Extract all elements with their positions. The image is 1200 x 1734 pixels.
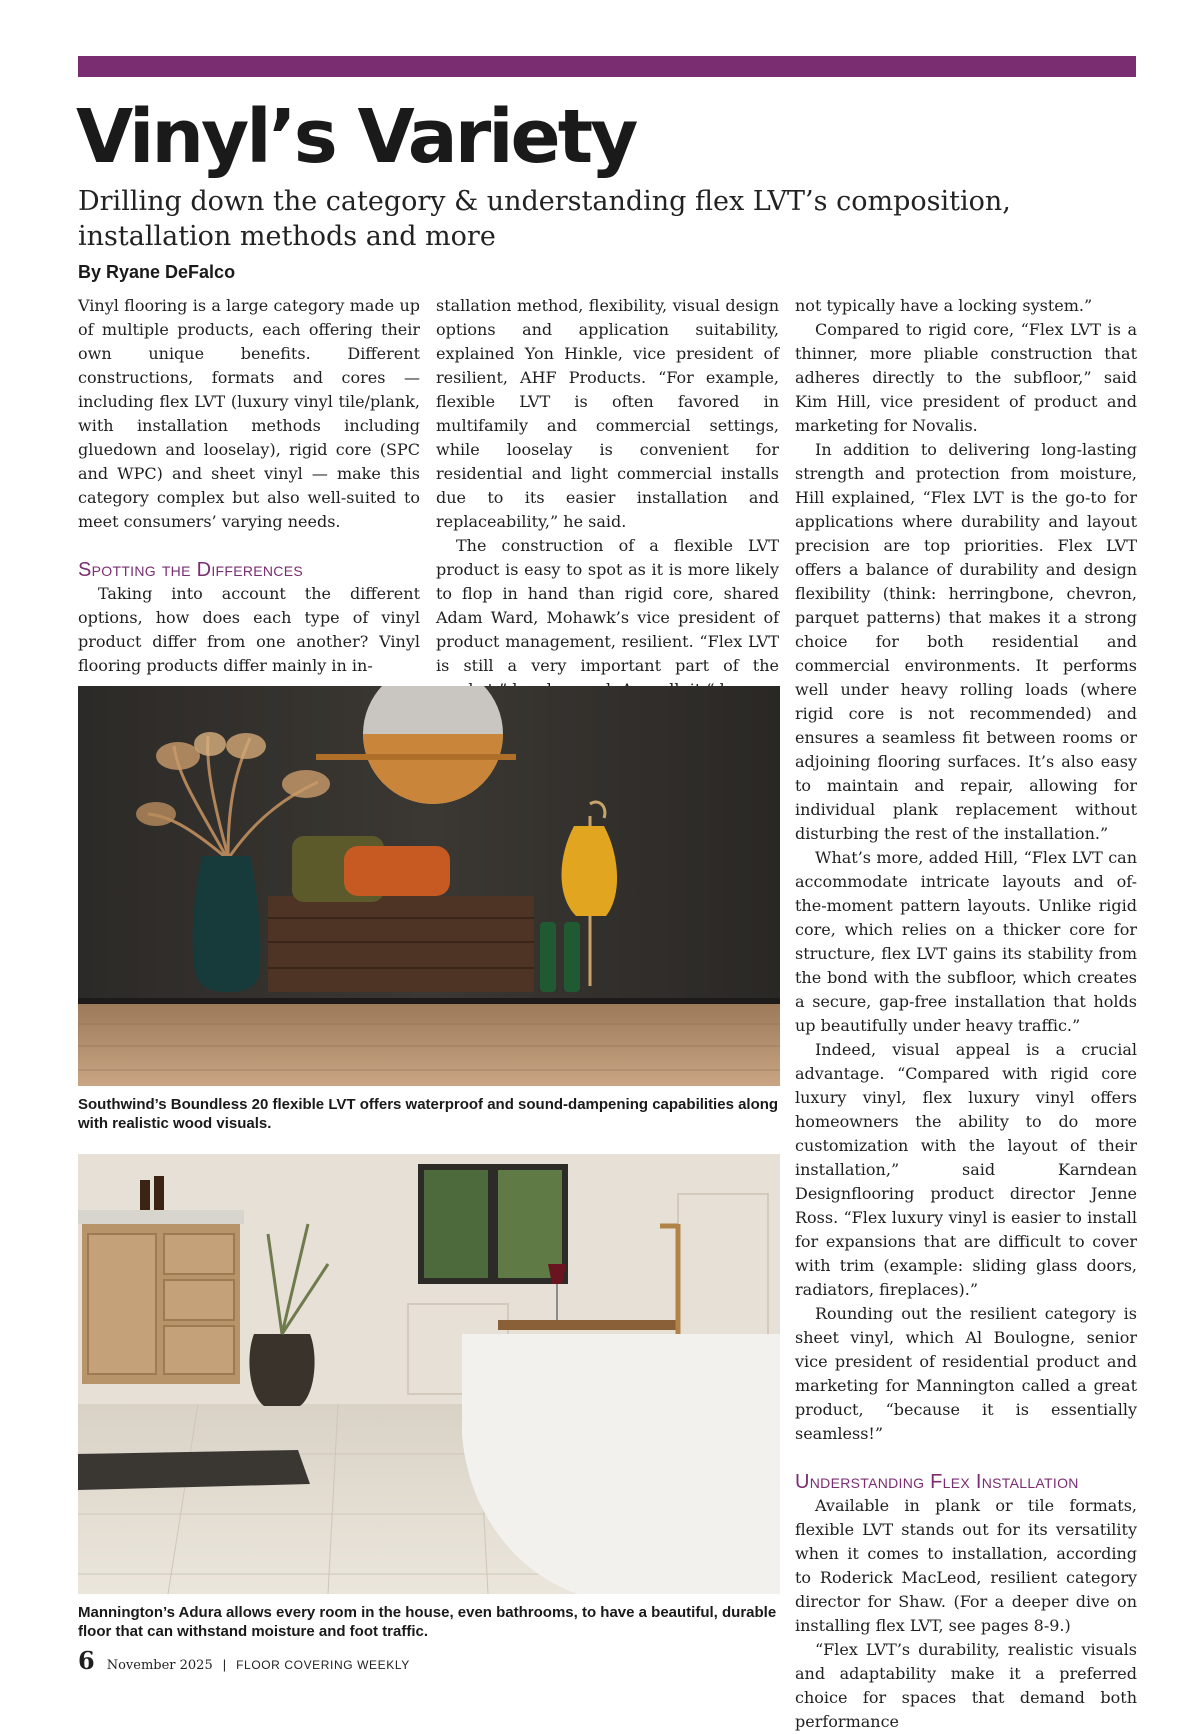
bathroom-illustration [78,1154,780,1594]
publication-name: FLOOR COVERING WEEKLY [236,1658,410,1672]
paragraph: In addition to delivering long-lasting strength and protection from moisture, Hill explained, “Flex LVT is the go-to for applications where durability and layout precision are top priorities. Flex LVT offers a balance of durability and design flexibility (think: herringbone, chevron, parquet patterns) that makes it a strong choice for both residential and commercial environments. It performs well under heavy rolling loads (where rigid core is not recommended) and ensures a seamless fit between rooms or adjoining flooring surfaces. It’s also easy to maintain and repair, allowing for individual plank replacement without disturbing the rest of the installation.” [795,440,1137,843]
photo-caption: Mannington’s Adura allows every room in the house, even bathrooms, to have a beautiful, durable floor that can withstand moisture and foot traffic. [78,1604,777,1640]
article-deck: Drilling down the category & understanding flex LVT’s composition, installation methods and more [78,186,1011,252]
article-headline: Vinyl’s Variety [76,94,636,180]
column-2 [436,294,779,702]
subhead-understanding-flex-installation: Understanding Flex Installation [795,1471,1079,1493]
paragraph: The construction of a flexible LVT product is easy to spot as it is more likely to flop in hand than rigid core, shared Adam Ward, Mohawk’s vice president of product management, resilient. “Flex LVT is still a very important part of the [436,536,779,675]
entryway-illustration [78,686,780,1086]
page-footer [78,1646,410,1675]
paragraph: “Flex LVT’s durability, realistic visuals and adaptability make it a preferred choice for spaces that demand both performance [795,1640,1137,1731]
footer-separator: | [222,1657,227,1672]
paragraph: not typically have a locking system.” [795,296,1093,315]
photo-bathroom [78,1154,780,1594]
column-1 [78,294,420,678]
column-3 [795,294,1137,1734]
paragraph: Available in plank or tile formats, flexible LVT stands out for its versatility when it comes to installation, according to Roderick MacLeod, resilient category director for Shaw. (For a deeper dive on installing flex LVT, see pages 8-9.) [795,1496,1137,1635]
paragraph: Compared to rigid core, “Flex LVT is a thinner, more pliable construction that adheres directly to the subfloor,” said Kim Hill, vice president of product and marketing for Novalis. [795,320,1137,435]
paragraph: Vinyl flooring is a large category made up of multiple products, each offering their own unique benefits. Different constructions, formats and cores — including flex LVT (luxury vinyl tile/plank, with installation methods including gluedown and looselay), rigid core (SPC and WPC) and sheet vinyl — make this category complex but also well-suited to meet consumers’ varying needs. [78,296,420,531]
byline: By Ryane DeFalco [78,262,236,282]
paragraph: Indeed, visual appeal is a crucial advantage. “Compared with rigid core luxury vinyl, flex luxury vinyl offers homeowners the ability to do more customization with the layout of their installation,” said Karndean Designflooring product director Jenne Ross. “Flex luxury vinyl is easier to install for expansions that are difficult to cover with trim (example: sliding glass doors, radiators, fireplaces).” [795,1040,1137,1299]
paragraph: stallation method, flexibility, visual design options and application suitability, explained Yon Hinkle, vice president of resilient, AHF Products. “For example, flexible LVT is often favored in multifamily and commercial settings, while looselay is convenient for residential and light commercial installs due to its easier installation and replaceability,” he said. [436,296,779,531]
paragraph: Taking into account the different options, how does each type of vinyl product differ from one another? Vinyl flooring products differ mainly in in- [78,584,420,675]
photo-entryway-bench [78,686,780,1086]
page-number: 6 [78,1646,95,1675]
photo-caption: Southwind’s Boundless 20 flexible LVT offers waterproof and sound-dampening capabilities along with realistic wood visuals. [78,1096,779,1132]
top-accent-bar [78,56,1136,77]
paragraph: What’s more, added Hill, “Flex LVT can accommodate intricate layouts and of-the-moment pattern layouts. Unlike rigid core, which relies on a thicker core for structure, flex LVT gains its stability from the bond with the subfloor, which creates a secure, gap-free installation that holds up beautifully under heavy traffic.” [795,848,1137,1035]
issue-date: November 2025 [106,1658,213,1673]
subhead-spotting-differences: Spotting the Differences [78,559,303,581]
paragraph: Rounding out the resilient category is sheet vinyl, which Al Boulogne, senior vice president of residential product and marketing for Mannington called a great product, “because it is essentially seamless!” [795,1304,1137,1443]
